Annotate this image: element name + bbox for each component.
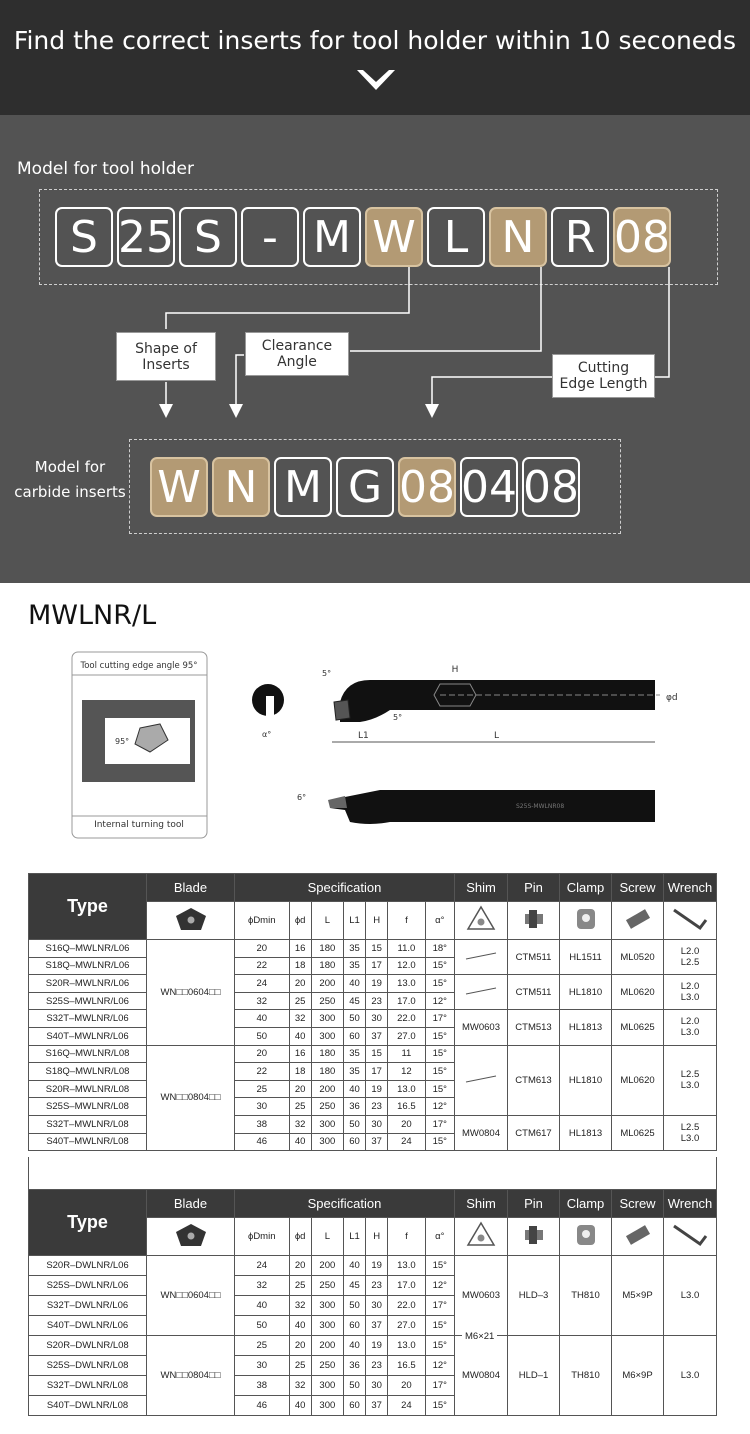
shared-screw-label: M6×21 — [462, 1331, 497, 1342]
spec-cell: 20 — [388, 1376, 425, 1396]
col-specification: Specification — [235, 874, 455, 902]
spec-cell: 30 — [366, 1115, 388, 1133]
col-shim: Shim — [455, 1190, 508, 1218]
spec-cell: 30 — [235, 1356, 290, 1376]
holder-char: R — [551, 207, 609, 267]
spec-cell: 25 — [289, 1356, 311, 1376]
blade-cell: WN□□0604□□ — [147, 1256, 235, 1336]
pin-icon — [508, 902, 560, 940]
type-cell: S16Q–MWLNR/L06 — [29, 940, 147, 958]
spec-cell: 25 — [235, 1336, 290, 1356]
spec-cell: 17.0 — [388, 1276, 425, 1296]
spec-cell: 40 — [343, 1080, 365, 1098]
spec-subheader: ϕDmin — [235, 902, 290, 940]
screw-icon — [612, 902, 664, 940]
spec-cell: 30 — [366, 1296, 388, 1316]
spec-cell: 17° — [425, 1296, 454, 1316]
spec-subheader: f — [388, 1218, 425, 1256]
dwlnr-spec-table — [28, 1189, 717, 1416]
col-screw: Screw — [612, 874, 664, 902]
spec-cell: 300 — [311, 1316, 343, 1336]
internal-caption: Internal turning tool — [94, 820, 184, 830]
type-cell: S32T–DWLNR/L06 — [29, 1296, 147, 1316]
callout-clearance-angle — [245, 332, 349, 376]
dim-l1: L1 — [358, 731, 369, 741]
spec-cell: 15° — [425, 1316, 454, 1336]
spec-cell: 20 — [235, 1045, 290, 1063]
spec-cell: 20 — [289, 1256, 311, 1276]
col-type: Type — [29, 874, 147, 940]
col-pin: Pin — [508, 1190, 560, 1218]
shim-slash-icon — [464, 1074, 498, 1084]
spec-cell: 20 — [289, 975, 311, 993]
spec-cell: 17 — [366, 1063, 388, 1081]
clamp-icon — [560, 902, 612, 940]
spec-cell: 24 — [388, 1133, 425, 1151]
spec-cell: 46 — [235, 1133, 290, 1151]
dim-l: L — [494, 731, 500, 741]
table-spacer — [28, 1157, 717, 1189]
pin-cell: HLD–1 — [508, 1336, 560, 1416]
spec-cell: 15° — [425, 1027, 454, 1045]
spec-cell: 40 — [235, 1010, 290, 1028]
col-wrench: Wrench — [664, 874, 717, 902]
col-pin: Pin — [508, 874, 560, 902]
wrench-cell: L2.5 L3.0 — [664, 1045, 717, 1115]
spec-cell: 17° — [425, 1010, 454, 1028]
spec-cell: 16 — [289, 940, 311, 958]
spec-cell: 32 — [235, 992, 290, 1010]
spec-cell: 19 — [366, 1256, 388, 1276]
spec-cell: 15 — [366, 940, 388, 958]
type-cell: S32T–DWLNR/L08 — [29, 1376, 147, 1396]
pin-cell: CTM513 — [508, 1010, 560, 1045]
spec-cell: 200 — [311, 975, 343, 993]
table-row — [29, 1010, 717, 1028]
blade-cell: WN□□0804□□ — [147, 1336, 235, 1416]
callout-shape-of-inserts — [116, 332, 216, 381]
spec-cell: 11 — [388, 1045, 425, 1063]
spec-cell: 20 — [289, 1336, 311, 1356]
spec-cell: 19 — [366, 975, 388, 993]
insert-char: G — [336, 457, 394, 517]
spec-cell: 38 — [235, 1376, 290, 1396]
spec-cell: 15° — [425, 1336, 454, 1356]
spec-subheader: ϕd — [289, 902, 311, 940]
spec-cell: 12° — [425, 1098, 454, 1116]
type-cell: S40T–DWLNR/L06 — [29, 1316, 147, 1336]
clamp-cell: HL1511 — [560, 940, 612, 975]
spec-cell: 36 — [343, 1098, 365, 1116]
spec-cell: 27.0 — [388, 1027, 425, 1045]
spec-cell: 23 — [366, 1276, 388, 1296]
holder-model-label: Model for tool holder — [17, 159, 194, 179]
shim-cell: MW0804 — [455, 1115, 508, 1150]
header-banner — [0, 0, 750, 115]
insert-char: 08 — [522, 457, 580, 517]
spec-cell: 22 — [235, 1063, 290, 1081]
type-cell: S20R–DWLNR/L06 — [29, 1256, 147, 1276]
dim-alpha: α° — [262, 730, 272, 739]
shim-icon — [455, 902, 508, 940]
spec-subheader: L — [311, 1218, 343, 1256]
spec-cell: 23 — [366, 992, 388, 1010]
spec-cell: 32 — [235, 1276, 290, 1296]
table-row — [29, 940, 717, 958]
shim-cell: MW0603 — [455, 1010, 508, 1045]
spec-cell: 16.5 — [388, 1098, 425, 1116]
screw-cell: ML0620 — [612, 975, 664, 1010]
spec-subheader: α° — [425, 902, 454, 940]
spec-cell: 25 — [289, 992, 311, 1010]
shim-cell — [455, 940, 508, 975]
col-shim: Shim — [455, 874, 508, 902]
spec-cell: 15° — [425, 1063, 454, 1081]
col-clamp: Clamp — [560, 1190, 612, 1218]
type-cell: S18Q–MWLNR/L06 — [29, 957, 147, 975]
spec-cell: 35 — [343, 1063, 365, 1081]
spec-cell: 25 — [289, 1276, 311, 1296]
wrench-cell: L2.0 L3.0 — [664, 1010, 717, 1045]
spec-cell: 24 — [388, 1396, 425, 1416]
spec-cell: 15° — [425, 1396, 454, 1416]
spec-cell: 60 — [343, 1396, 365, 1416]
wrench-icon — [664, 902, 717, 940]
angle-caption: Tool cutting edge angle 95° — [80, 661, 198, 671]
spec-cell: 180 — [311, 957, 343, 975]
spec-cell: 12° — [425, 1276, 454, 1296]
wrench-cell: L2.0 L3.0 — [664, 975, 717, 1010]
spec-cell: 15° — [425, 1256, 454, 1276]
spec-cell: 40 — [289, 1316, 311, 1336]
spec-cell: 15° — [425, 1045, 454, 1063]
type-cell: S40T–DWLNR/L08 — [29, 1396, 147, 1416]
type-cell: S32T–MWLNR/L06 — [29, 1010, 147, 1028]
spec-cell: 32 — [289, 1376, 311, 1396]
type-cell: S20R–DWLNR/L08 — [29, 1336, 147, 1356]
pin-cell: CTM613 — [508, 1045, 560, 1115]
spec-cell: 35 — [343, 940, 365, 958]
spec-cell: 20 — [235, 940, 290, 958]
spec-cell: 50 — [343, 1010, 365, 1028]
spec-cell: 40 — [289, 1396, 311, 1416]
spec-cell: 50 — [343, 1296, 365, 1316]
spec-subheader: H — [366, 902, 388, 940]
holder-char: 08 — [613, 207, 671, 267]
spec-cell: 16 — [289, 1045, 311, 1063]
screw-cell: ML0625 — [612, 1115, 664, 1150]
holder-char: S — [179, 207, 237, 267]
spec-cell: 40 — [343, 1256, 365, 1276]
clamp-cell: HL1813 — [560, 1115, 612, 1150]
spec-cell: 15° — [425, 1133, 454, 1151]
insert-icon — [147, 902, 235, 940]
spec-cell: 60 — [343, 1316, 365, 1336]
spec-subheader: H — [366, 1218, 388, 1256]
screw-cell: M6×9P — [612, 1336, 664, 1416]
spec-cell: 40 — [343, 975, 365, 993]
table-row — [29, 1336, 717, 1356]
spec-cell: 23 — [366, 1356, 388, 1376]
holder-char: S — [55, 207, 113, 267]
spec-cell: 180 — [311, 1045, 343, 1063]
type-cell: S25S–DWLNR/L08 — [29, 1356, 147, 1376]
spec-cell: 200 — [311, 1080, 343, 1098]
pin-icon — [508, 1218, 560, 1256]
dim-95-deg: 95° — [115, 737, 130, 746]
spec-cell: 300 — [311, 1133, 343, 1151]
dim-h: H — [451, 665, 459, 675]
section-title: MWLNR/L — [28, 600, 157, 631]
shim-cell — [455, 975, 508, 1010]
callout-shape-text: Shape of Inserts — [135, 340, 197, 373]
type-cell: S18Q–MWLNR/L08 — [29, 1063, 147, 1081]
shim-slash-icon — [464, 986, 498, 996]
spec-cell: 300 — [311, 1376, 343, 1396]
spec-cell: 37 — [366, 1133, 388, 1151]
chevron-down-icon — [357, 70, 395, 92]
spec-cell: 45 — [343, 1276, 365, 1296]
spec-cell: 18 — [289, 957, 311, 975]
spec-cell: 19 — [366, 1336, 388, 1356]
wrench-icon — [664, 1218, 717, 1256]
pin-cell: CTM511 — [508, 975, 560, 1010]
callout-cutting-edge-length — [552, 354, 655, 398]
screw-cell: ML0625 — [612, 1010, 664, 1045]
spec-cell: 15° — [425, 957, 454, 975]
dim-5-deg-b: 5° — [393, 713, 403, 722]
type-cell: S40T–MWLNR/L06 — [29, 1027, 147, 1045]
spec-cell: 11.0 — [388, 940, 425, 958]
spec-cell: 12.0 — [388, 957, 425, 975]
spec-cell: 200 — [311, 1336, 343, 1356]
holder-char: W — [365, 207, 423, 267]
clamp-cell: TH810 — [560, 1336, 612, 1416]
col-blade: Blade — [147, 874, 235, 902]
spec-cell: 32 — [289, 1115, 311, 1133]
insert-icon — [147, 1218, 235, 1256]
screw-cell: ML0520 — [612, 940, 664, 975]
spec-cell: 12° — [425, 992, 454, 1010]
spec-cell: 50 — [235, 1316, 290, 1336]
spec-cell: 200 — [311, 1256, 343, 1276]
header-title: Find the correct inserts for tool holder within 10 seconeds — [13, 26, 737, 55]
clamp-cell: HL1810 — [560, 975, 612, 1010]
spec-cell: 32 — [289, 1010, 311, 1028]
spec-cell: 32 — [289, 1296, 311, 1316]
holder-char: L — [427, 207, 485, 267]
spec-cell: 180 — [311, 1063, 343, 1081]
shim-cell: MW0804 — [455, 1336, 508, 1416]
spec-cell: 35 — [343, 1045, 365, 1063]
blade-cell: WN□□0804□□ — [147, 1045, 235, 1151]
spec-cell: 17 — [366, 957, 388, 975]
shim-icon — [455, 1218, 508, 1256]
spec-cell: 25 — [289, 1098, 311, 1116]
pin-cell: CTM511 — [508, 940, 560, 975]
spec-subheader: L1 — [343, 902, 365, 940]
table-row — [29, 1256, 717, 1276]
clamp-cell: TH810 — [560, 1256, 612, 1336]
spec-cell: 18 — [289, 1063, 311, 1081]
type-cell: S25S–MWLNR/L06 — [29, 992, 147, 1010]
clamp-icon — [560, 1218, 612, 1256]
spec-cell: 16.5 — [388, 1356, 425, 1376]
table-row — [29, 1115, 717, 1133]
spec-cell: 300 — [311, 1115, 343, 1133]
dim-d: φd — [666, 693, 678, 703]
callout-clearance-text: Clearance Angle — [261, 338, 333, 370]
spec-cell: 15° — [425, 975, 454, 993]
type-cell: S20R–MWLNR/L06 — [29, 975, 147, 993]
spec-cell: 250 — [311, 1356, 343, 1376]
dim-5-deg-a: 5° — [322, 669, 332, 678]
spec-cell: 17.0 — [388, 992, 425, 1010]
table-row — [29, 975, 717, 993]
type-cell: S16Q–MWLNR/L08 — [29, 1045, 147, 1063]
insert-char: M — [274, 457, 332, 517]
spec-cell: 40 — [235, 1296, 290, 1316]
spec-cell: 13.0 — [388, 1336, 425, 1356]
spec-cell: 40 — [289, 1027, 311, 1045]
spec-cell: 20 — [388, 1115, 425, 1133]
spec-cell: 50 — [343, 1376, 365, 1396]
spec-cell: 22.0 — [388, 1010, 425, 1028]
callout-cutting-text: Cutting Edge Length — [559, 360, 648, 392]
spec-cell: 46 — [235, 1396, 290, 1416]
wrench-cell: L3.0 — [664, 1256, 717, 1336]
col-specification: Specification — [235, 1190, 455, 1218]
spec-cell: 27.0 — [388, 1316, 425, 1336]
insert-char: W — [150, 457, 208, 517]
spec-cell: 30 — [235, 1098, 290, 1116]
spec-subheader: f — [388, 902, 425, 940]
wrench-cell: L2.0 L2.5 — [664, 940, 717, 975]
insert-char: 04 — [460, 457, 518, 517]
shim-cell: MW0603 — [455, 1256, 508, 1336]
clamp-cell: HL1813 — [560, 1010, 612, 1045]
wrench-cell: L3.0 — [664, 1336, 717, 1416]
spec-cell: 50 — [235, 1027, 290, 1045]
holder-char: M — [303, 207, 361, 267]
spec-cell: 180 — [311, 940, 343, 958]
spec-subheader: α° — [425, 1218, 454, 1256]
type-cell: S25S–DWLNR/L06 — [29, 1276, 147, 1296]
insert-model-label: Model for carbide inserts — [14, 458, 126, 501]
blade-cell: WN□□0604□□ — [147, 940, 235, 1046]
type-cell: S20R–MWLNR/L08 — [29, 1080, 147, 1098]
table-row — [29, 1045, 717, 1063]
insert-char: 08 — [398, 457, 456, 517]
spec-cell: 250 — [311, 1098, 343, 1116]
spec-cell: 36 — [343, 1356, 365, 1376]
spec-cell: 40 — [343, 1336, 365, 1356]
spec-cell: 23 — [366, 1098, 388, 1116]
spec-cell: 40 — [289, 1133, 311, 1151]
tool-engraving: S25S-MWLNR08 — [516, 803, 565, 810]
spec-cell: 300 — [311, 1396, 343, 1416]
spec-cell: 18° — [425, 940, 454, 958]
spec-cell: 13.0 — [388, 975, 425, 993]
spec-subheader: L — [311, 902, 343, 940]
spec-cell: 37 — [366, 1396, 388, 1416]
spec-cell: 22.0 — [388, 1296, 425, 1316]
spec-subheader: ϕd — [289, 1218, 311, 1256]
spec-cell: 45 — [343, 992, 365, 1010]
spec-cell: 25 — [235, 1080, 290, 1098]
spec-subheader: ϕDmin — [235, 1218, 290, 1256]
shim-cell — [455, 1045, 508, 1115]
spec-cell: 24 — [235, 1256, 290, 1276]
spec-subheader: L1 — [343, 1218, 365, 1256]
wrench-cell: L2.5 L3.0 — [664, 1115, 717, 1150]
col-type: Type — [29, 1190, 147, 1256]
spec-cell: 20 — [289, 1080, 311, 1098]
holder-char: - — [241, 207, 299, 267]
spec-cell: 13.0 — [388, 1256, 425, 1276]
spec-cell: 22 — [235, 957, 290, 975]
col-blade: Blade — [147, 1190, 235, 1218]
spec-cell: 37 — [366, 1316, 388, 1336]
spec-cell: 60 — [343, 1027, 365, 1045]
clamp-cell: HL1810 — [560, 1045, 612, 1115]
screw-cell: M5×9P — [612, 1256, 664, 1336]
spec-cell: 15 — [366, 1045, 388, 1063]
spec-cell: 12 — [388, 1063, 425, 1081]
dim-6-deg: 6° — [297, 793, 307, 802]
spec-cell: 13.0 — [388, 1080, 425, 1098]
shim-slash-icon — [464, 951, 498, 961]
spec-cell: 300 — [311, 1010, 343, 1028]
type-cell: S32T–MWLNR/L08 — [29, 1115, 147, 1133]
spec-cell: 50 — [343, 1115, 365, 1133]
col-screw: Screw — [612, 1190, 664, 1218]
holder-char: 25 — [117, 207, 175, 267]
model-guide-panel — [0, 115, 750, 583]
spec-cell: 60 — [343, 1133, 365, 1151]
spec-cell: 35 — [343, 957, 365, 975]
insert-char: N — [212, 457, 270, 517]
spec-cell: 30 — [366, 1376, 388, 1396]
col-clamp: Clamp — [560, 874, 612, 902]
spec-cell: 250 — [311, 992, 343, 1010]
pin-cell: CTM617 — [508, 1115, 560, 1150]
insert-code — [150, 457, 580, 517]
col-wrench: Wrench — [664, 1190, 717, 1218]
spec-cell: 17° — [425, 1115, 454, 1133]
spec-cell: 300 — [311, 1027, 343, 1045]
spec-cell: 37 — [366, 1027, 388, 1045]
spec-cell: 38 — [235, 1115, 290, 1133]
pin-cell: HLD–3 — [508, 1256, 560, 1336]
tool-diagram — [0, 640, 750, 870]
mwlnr-spec-table — [28, 873, 717, 1151]
spec-cell: 300 — [311, 1296, 343, 1316]
holder-char: N — [489, 207, 547, 267]
screw-cell: ML0620 — [612, 1045, 664, 1115]
screw-icon — [612, 1218, 664, 1256]
spec-cell: 24 — [235, 975, 290, 993]
spec-cell: 250 — [311, 1276, 343, 1296]
spec-cell: 19 — [366, 1080, 388, 1098]
type-cell: S25S–MWLNR/L08 — [29, 1098, 147, 1116]
spec-cell: 12° — [425, 1356, 454, 1376]
spec-cell: 17° — [425, 1376, 454, 1396]
type-cell: S40T–MWLNR/L08 — [29, 1133, 147, 1151]
spec-cell: 30 — [366, 1010, 388, 1028]
spec-cell: 15° — [425, 1080, 454, 1098]
